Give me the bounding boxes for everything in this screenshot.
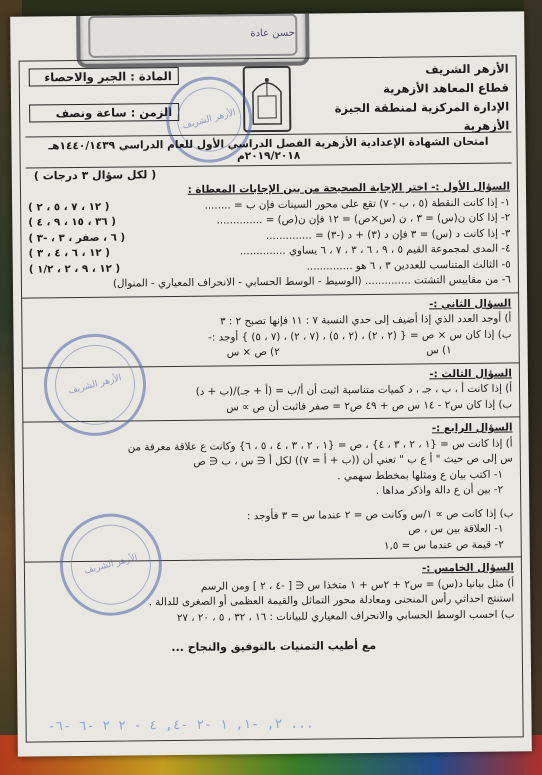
- q3-heading: السؤال الثالث :-: [429, 366, 512, 380]
- pencil-scribble: -٢, -١, ١ -٢ -٤, ٤ - ٢ ٢ -٦ -٦ ...: [47, 716, 314, 735]
- q4-b2: ٢- قيمة ص عندما س = ١,٥: [383, 538, 504, 552]
- q2-b1: ١) س: [426, 344, 452, 357]
- exam-title: امتحان الشهادة الإعدادية الأزهرية الفصل الدراسي الأول للعام الدراسي ١٤٤٠/١٤٣٩هـ ٢٠١٩/٢٠١٨م: [25, 131, 511, 168]
- q5-part-a: أ) مثل بيانيا د(س) = س٢ + ٢س + ١ متخذا س ∈ [ -٤ ، ٢ ] ومن الرسم: [200, 576, 515, 593]
- official-stamp: الأزهر الشريف: [157, 67, 262, 172]
- header-line-2: قطاع المعاهد الأزهرية: [382, 80, 509, 96]
- q4-heading: السؤال الرابع :-: [431, 421, 513, 435]
- q1-item: ٦- من مقاييس التشتت .............. (الوسيط - الوسط الحسابي - الانحراف المعياري - المنوال): [112, 273, 511, 290]
- q2-part-a: أ) أوجد العدد الذي إذا أضيف إلى حدي النسبة ٧ : ١١ فإنها تصبح ٢ : ٣: [220, 312, 512, 328]
- q1-item: ٥- الثالث المتناسب للعددين ٣ ، ٦ هو .............. ( ١٢ ، ٩ ، ٢ ، ١/٢ ): [28, 257, 511, 276]
- q4-a1: ١- اكتب بيان ع ومثلها بمخطط سهمي .: [337, 468, 504, 482]
- time-label: الزمن : ساعة ونصف: [29, 103, 179, 123]
- q2-part-b: ب) إذا كان س × ص = { (٢ ، ٢) ، (٢ ، ٥) ، (٧ ، ٢) ، (٧ ، ٥) } أوجد :-: [208, 327, 512, 344]
- q1-item: ٢- إذا كان ن(س) = ٣ ، ن (س×ص) = ١٢ فإن ن(ص) = .............. ( ٣٦ ، ١٥ ، ٩ ، ٤ ): [28, 211, 511, 229]
- marks-note: ( لكل سؤال ٣ درجات ): [33, 168, 157, 183]
- q2-b2: ٢) ص × س: [226, 345, 280, 359]
- q4-part-a: أ) إذا كانت س = {١ ، ٢ ، ٣ ، ٤} ، ص = {١ ، ٢ ، ٣ ، ٤ ، ٥ ، ٦} وكانت ع علاقة معرفة من: [127, 436, 513, 454]
- header-subject-box: [29, 67, 180, 141]
- header-line-3: الإدارة المركزية لمنطقة الجيزة الأزهرية: [334, 99, 510, 133]
- q4-a2: ٢- بين أن ع دالة واذكر مداها .: [375, 483, 504, 497]
- header-institution: [309, 59, 510, 137]
- official-stamp: الأزهر الشريف: [33, 323, 157, 447]
- q4-b1: ١- العلاقة بين س ، ص: [408, 522, 504, 536]
- q4-part-b: ب) إذا كانت ص ∝ ١/س وكانت ص = ٢ عندما س = ٣ فأوجد :: [246, 506, 514, 522]
- q1-item: ١- إذا كانت النقطة (٥ ، ب - ٧) تقع على محور السينات فإن ب = ........ ( ١٢ ، ٧ ، ٥ ، ٢ ): [28, 195, 511, 214]
- q5-part-b: ب) احسب الوسط الحسابي والانحراف المعياري للبيانات : ١٦ ، ٣٢ ، ٥ ، ٢٠ ، ٢٧: [176, 607, 515, 624]
- official-stamp: الأزهر الشريف: [49, 502, 173, 626]
- header-line-1: الأزهر الشريف: [425, 61, 509, 77]
- handwritten-note: حسن عادة: [250, 27, 295, 40]
- q3-part-b: ب) إذا كان س٢ - ١٤ س ص + ٤٩ ص٢ = صفر فاثبت أن ص ∝ س: [226, 397, 513, 413]
- subject-label: المادة : الجبر والاحصاء: [29, 67, 179, 87]
- closing-wishes: مع أطيب التمنيات بالتوفيق والنجاح ...: [171, 638, 377, 655]
- q1-item: ٤- المدى لمجموعة القيم ٥ ، ٩ ، ٦ ، ٣ ، ٧ ، ٦ يساوي .............. ( ١٢ ، ٦ ، ٤ ، ٣ ): [28, 242, 511, 260]
- q1-item: ٣- إذا كانت د (س) = ٣ فإن د (٣) + د (-٣) = .............. ( ٦ ، صفر ، ٣ ، -٣ ): [28, 226, 511, 245]
- q4-part-a-cont: س إلى ص حيث " أ ع ب " تعني أن ((ب + أ = ٧)) لكل أ ∈ س ، ب ∈ ص: [193, 452, 513, 468]
- q1-heading: السؤال الأول :- اختر الإجابة الصحيحة من بين الإجابات المعطاة :: [187, 180, 511, 196]
- q2-heading: السؤال الثاني :-: [428, 296, 512, 310]
- q5-heading: السؤال الخامس :-: [421, 561, 514, 575]
- exam-paper: [10, 11, 532, 756]
- q5-part-a-cont: استنتج احداثي رأس المنحنى ومعادلة محور التماثل والقيمة العظمى أو الصغرى للدالة .: [148, 592, 515, 609]
- q3-part-a: أ) إذا كانت أ ، ب ، جـ ، د كميات متناسبة اثبت أن أ/ب = (أ + جـ)/(ب + د): [195, 382, 513, 398]
